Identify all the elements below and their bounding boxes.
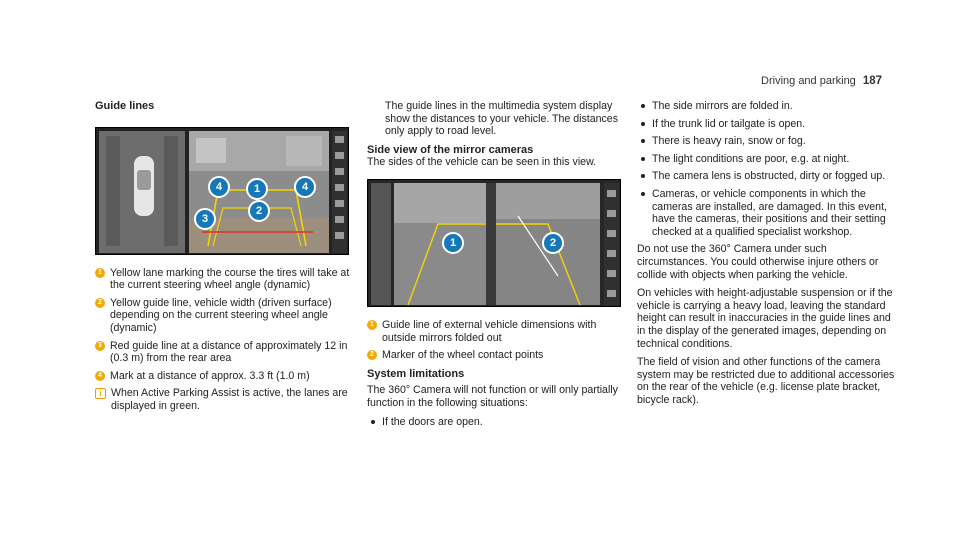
column-2 bbox=[367, 100, 625, 433]
list-item-text: If the trunk lid or tailgate is open. bbox=[652, 117, 806, 130]
legend-item bbox=[95, 340, 353, 365]
limitations-list bbox=[367, 416, 625, 429]
side-view-heading: Side view of the mirror cameras bbox=[367, 143, 534, 156]
legend-text: Yellow guide line, vehicle width (driven surface) depending on the current steering wheel angle (dynamic) bbox=[110, 296, 332, 334]
bullet-icon bbox=[641, 174, 645, 178]
note-text: When Active Parking Assist is active, the lanes are displayed in green. bbox=[111, 387, 348, 412]
callout-badge: 3 bbox=[194, 208, 216, 230]
guide-lines-heading: Guide lines bbox=[95, 100, 155, 112]
bullet-icon bbox=[641, 122, 645, 126]
callout-badge: 1 bbox=[442, 232, 464, 254]
callout-badge: 1 bbox=[246, 178, 268, 200]
limitations-heading: System limitations bbox=[367, 367, 465, 380]
note bbox=[95, 387, 353, 412]
list-item-text: If the doors are open. bbox=[382, 415, 483, 428]
page-number: 187 bbox=[862, 75, 882, 87]
info-icon: i bbox=[95, 388, 106, 399]
legend-text: Yellow lane marking the course the tires will take at the current steering wheel angle (dynamic) bbox=[110, 266, 350, 292]
list-item-text: The light conditions are poor, e.g. at night. bbox=[652, 152, 850, 165]
list-item-text: There is heavy rain, snow or fog. bbox=[652, 135, 806, 148]
callout-badge: 4 bbox=[294, 176, 316, 198]
paragraph: On vehicles with height-adjustable suspension or if the vehicle is carrying a heavy load, leaving the standard height can result in inaccuracies in the guide lines and in the display of the generated images, depending on technical conditions. bbox=[637, 287, 893, 350]
section-title: Driving and parking bbox=[761, 75, 856, 87]
list-item bbox=[637, 118, 895, 131]
legend-item bbox=[95, 370, 353, 383]
mirror-camera-graphic bbox=[368, 180, 621, 307]
guide-lines-image bbox=[95, 127, 349, 255]
legend-text: Red guide line at a distance of approximately 12 in (0.3 m) from the rear area bbox=[110, 339, 348, 365]
legend-item bbox=[367, 349, 625, 362]
number-badge: 2 bbox=[367, 350, 377, 360]
bullet-icon bbox=[641, 104, 645, 108]
column-3 bbox=[637, 100, 895, 412]
bullet-icon bbox=[641, 139, 645, 143]
list-item bbox=[637, 188, 895, 238]
column-1 bbox=[95, 100, 353, 418]
number-badge: 2 bbox=[95, 298, 105, 308]
bullet-icon bbox=[641, 157, 645, 161]
callout-badge: 2 bbox=[248, 200, 270, 222]
legend-text: Guide line of external vehicle dimensions with outside mirrors folded out bbox=[382, 318, 597, 344]
number-badge: 1 bbox=[367, 320, 377, 330]
limitations-text: The 360° Camera will not function or will only partially function in the following situations: bbox=[367, 384, 618, 409]
paragraph: The field of vision and other functions of the camera system may be restricted due to additional accessories on the rear of the vehicle (e.g. license plate bracket, bicycle rack). bbox=[637, 356, 895, 406]
list-item bbox=[637, 100, 895, 113]
callout-badge: 2 bbox=[542, 232, 564, 254]
bullet-icon bbox=[641, 192, 645, 196]
list-item-text: The side mirrors are folded in. bbox=[652, 100, 793, 112]
number-badge: 1 bbox=[95, 268, 105, 278]
limitations-list-continued bbox=[637, 100, 895, 238]
page-header bbox=[761, 75, 882, 88]
list-item bbox=[637, 170, 895, 183]
legend-item bbox=[95, 267, 353, 292]
legend-text: Mark at a distance of approx. 3.3 ft (1.0 m) bbox=[110, 369, 310, 382]
list-item bbox=[637, 135, 895, 148]
legend-text: Marker of the wheel contact points bbox=[382, 349, 544, 362]
side-view-text: The sides of the vehicle can be seen in this view. bbox=[367, 156, 597, 169]
legend-item bbox=[367, 319, 625, 344]
paragraph: Do not use the 360° Camera under such circumstances. You could otherwise injure others or collide with objects when parking the vehicle. bbox=[637, 243, 879, 281]
legend-item bbox=[95, 297, 353, 335]
callout-badge: 4 bbox=[208, 176, 230, 198]
list-item bbox=[367, 416, 625, 429]
number-badge: 4 bbox=[95, 371, 105, 381]
list-item-text: The camera lens is obstructed, dirty or fogged up. bbox=[652, 170, 886, 183]
list-item-text: Cameras, or vehicle components in which the cameras are installed, are damaged. In this event, have the cameras, their positions and their setting checked at a qualified specialist workshop. bbox=[652, 187, 887, 238]
intro-paragraph: The guide lines in the multimedia system display show the distances to your vehicle. The distances only apply to road level. bbox=[385, 100, 618, 138]
number-badge: 3 bbox=[95, 341, 105, 351]
bullet-icon bbox=[371, 420, 375, 424]
side-view-image bbox=[367, 179, 621, 307]
list-item bbox=[637, 153, 895, 166]
